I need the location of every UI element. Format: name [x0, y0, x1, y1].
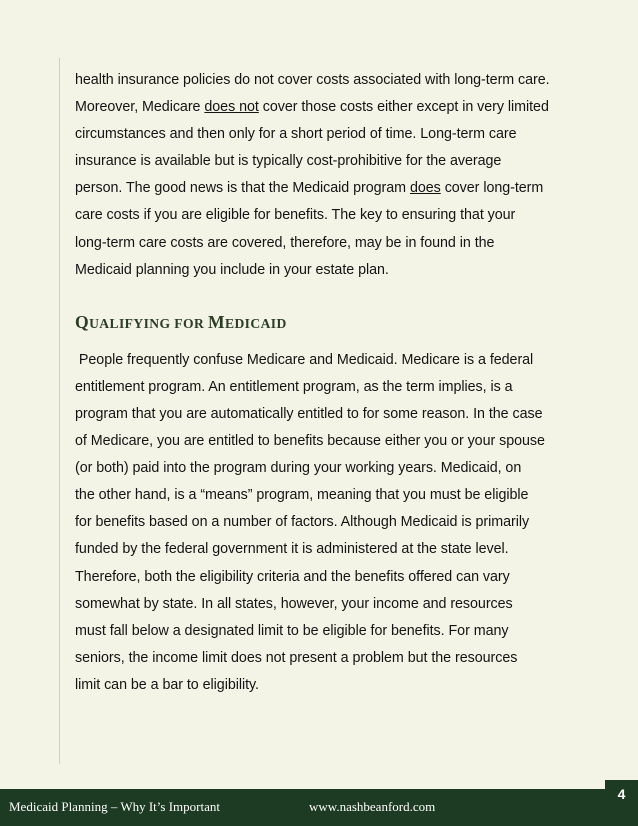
heading-initial: M — [207, 311, 225, 332]
intro-line: insurance is available but is typically cost-prohibitive for the average — [75, 153, 502, 170]
qualifying-line: (or both) paid into the program during your working years. Medicaid, on — [75, 460, 522, 477]
qualifying-line: People frequently confuse Medicare and Medicaid. Medicare is a federal — [75, 351, 534, 368]
page-number: 4 — [617, 786, 626, 802]
heading-initial: Q — [75, 311, 90, 332]
qualifying-line: Therefore, both the eligibility criteria and the benefits offered can vary — [75, 568, 510, 585]
qualifying-line: seniors, the income limit does not present a problem but the resources — [75, 649, 518, 666]
qualifying-line: the other hand, is a “means” program, meaning that you must be eligible — [75, 487, 529, 504]
line-segment: cover long-term — [440, 180, 544, 197]
qualifying-line: of Medicare, you are entitled to benefits because either you or your spouse — [75, 433, 545, 450]
footer-title: Medicaid Planning – Why It’s Important — [9, 799, 220, 814]
qualifying-line: funded by the federal government it is administered at the state level. — [75, 541, 509, 558]
page-content — [75, 67, 575, 699]
heading-text: UALIFYING FOR — [89, 315, 208, 331]
line-segment: person. The good news is that the Medicaid program — [75, 180, 410, 197]
qualifying-line: entitlement program. An entitlement program, as the term implies, is a — [75, 378, 513, 395]
line-segment: Moreover, Medicare — [75, 99, 205, 116]
qualifying-line: must fall below a designated limit to be eligible for benefits. For many — [75, 622, 509, 639]
page-footer — [0, 789, 638, 826]
footer-website-link[interactable]: www.nashbeanford.com — [309, 799, 436, 814]
intro-line — [75, 94, 575, 121]
emphasis-does: does — [409, 180, 441, 197]
intro-line: circumstances and then only for a short period of time. Long-term care — [75, 126, 517, 143]
qualifying-line: program that you are automatically entitled to for some reason. In the case — [75, 405, 543, 422]
intro-line: Medicaid planning you include in your estate plan. — [75, 261, 389, 278]
section-heading — [75, 308, 575, 338]
intro-line: care costs if you are eligible for benefits. The key to ensuring that your — [75, 207, 516, 224]
margin-rule — [59, 58, 60, 764]
qualifying-line: for benefits based on a number of factors. Although Medicaid is primarily — [75, 514, 530, 531]
qualifying-line: somewhat by state. In all states, however, your income and resources — [75, 595, 513, 612]
intro-paragraph — [75, 67, 575, 284]
intro-line: long-term care costs are covered, therefore, may be in found in the — [75, 234, 495, 251]
line-segment: cover those costs either except in very limited — [258, 99, 549, 116]
emphasis-does-not: does not — [204, 99, 259, 116]
intro-line — [75, 175, 575, 202]
heading-text: EDICAID — [225, 315, 287, 331]
qualifying-paragraph — [75, 347, 575, 699]
page-number-badge — [605, 780, 638, 816]
qualifying-line: limit can be a bar to eligibility. — [75, 676, 259, 693]
intro-line: health insurance policies do not cover costs associated with long-term care. — [75, 72, 550, 88]
